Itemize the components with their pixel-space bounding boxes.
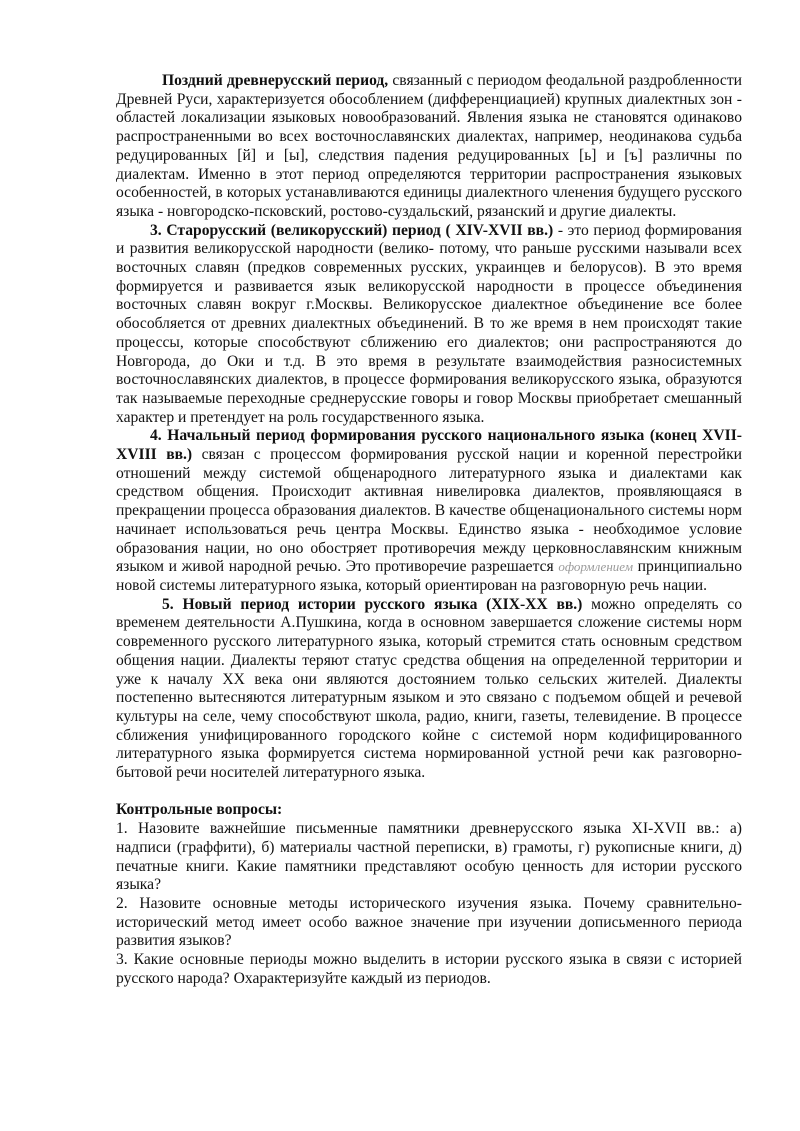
question-item: 3. Какие основные периоды можно выделить в истории русского языка в связи с историей русского народа? Охарактеризуйте каждый из периодов. xyxy=(116,951,742,987)
paragraph-text: можно определять со временем деятельности А.Пушкина, когда в основном завершается сложение системы норм современного русского литературного языка, который стремится стать основным средством общения нации. Диалекты теряют статус средства общения на определенной территории и уже к началу XX века они являются достоянием только сельских жителей. Диалекты постепенно вытесняются литературным языком и это связано с подъемом общей и речевой культуры на селе, чему способствуют школа, радио, книги, газеты, телевидение. В процессе сближения унифицированного городского койне с системой норм кодифицированного литературного языка формируется система нормированной устной речи как разговорно-бытовой речи носителей литературного языка. xyxy=(116,595,742,782)
paragraph-heading: 5. Новый период истории русского языка (XIX-XX вв.) xyxy=(162,595,583,613)
paragraph-old-russian-period xyxy=(116,222,742,428)
question-item: 1. Назовите важнейшие письменные памятники древнерусского языка XI-XVII вв.: а) надписи (граффити), б) материалы частной переписки, в) грамоты, г) рукописные книги, д) печатные книги. Какие памятники представляют особую ценность для истории русского языка? xyxy=(116,820,742,894)
questions-heading: Контрольные вопросы: xyxy=(116,801,283,819)
paragraph-text: связан с процессом формирования русской нации и коренной перестройки отношений между системой общенародного литературного языка и диалектами как средством общения. Происходит активная нивелировка диалектов, проявляющаяся в прекращении процесса образования диалектов. В качестве общенационального системы норм начинает использоваться речь центра Москвы. Единство языка - необходимое условие образования нации, но оно обостряет противоречия между церковнославянским книжным языком и живой народной речью. Это противоречие разрешается xyxy=(116,446,743,576)
paragraph-text: - это период формирования и развития великорусской народности (велико- потому, что раньше русскими называли всех восточных славян (предков современных русских, украинцев и белорусов). В это время формируется и развивается язык великорусской народности в процессе объединения восточных славян вокруг г.Москвы. Великорусское диалектное объединение все более обособляется от древних диалектных объединений. В то же время в нем происходят такие процессы, которые способствуют сближению его диалектов; они распространяются до Новгорода, до Оки и т.д. В это время в результате взаимодействия разносистемных восточнославянских диалектов, в процессе формирования великорусского языка, образуются так называемые переходные среднерусские говоры и говор Москвы приобретает смешанный характер и претендует на роль государственного языка. xyxy=(116,221,742,426)
paragraph-text: связанный с периодом феодальной раздробленности Древней Руси, характеризуется обособлением (дифференциацией) крупных диалектных зон - областей локализации языковых новообразований. Явления языка не становятся одинаково распространенными во всех восточнославянских диалектах, например, неодинакова судьба редуцированных [й] и [ы], следствия падения редуцированных [ь] и [ъ] различны по диалектам. Именно в этот период определяются территории распространения языковых особенностей, в которых устанавливаются единицы диалектного членения будущего русского языка - новгородско-псковский, ростово-суздальский, рязанский и другие диалекты. xyxy=(116,72,742,220)
faded-word: оформлением xyxy=(558,559,634,575)
document-page xyxy=(116,72,742,988)
paragraph-national-language-period xyxy=(116,427,742,595)
paragraph-new-period xyxy=(116,596,742,783)
question-item: 2. Назовите основные методы исторического изучения языка. Почему сравнительно-исторический метод имеет особо важное значение при изучении дописьменного периода развития языков? xyxy=(116,894,742,950)
section-spacer xyxy=(116,783,742,802)
paragraph-late-old-russian-period xyxy=(116,72,742,222)
paragraph-text-continued: принципиально новой системы литературного языка, который ориентирован на разговорную речь нации. xyxy=(116,558,742,594)
paragraph-heading: 4. Начальный период формирования русского национального языка (конец XVII-XVIII вв.) xyxy=(116,427,742,464)
paragraph-heading: 3. Старорусский (великорусский) период ( XIV-XVII вв.) xyxy=(150,221,554,239)
paragraph-heading: Поздний древнерусский период, xyxy=(162,72,389,89)
